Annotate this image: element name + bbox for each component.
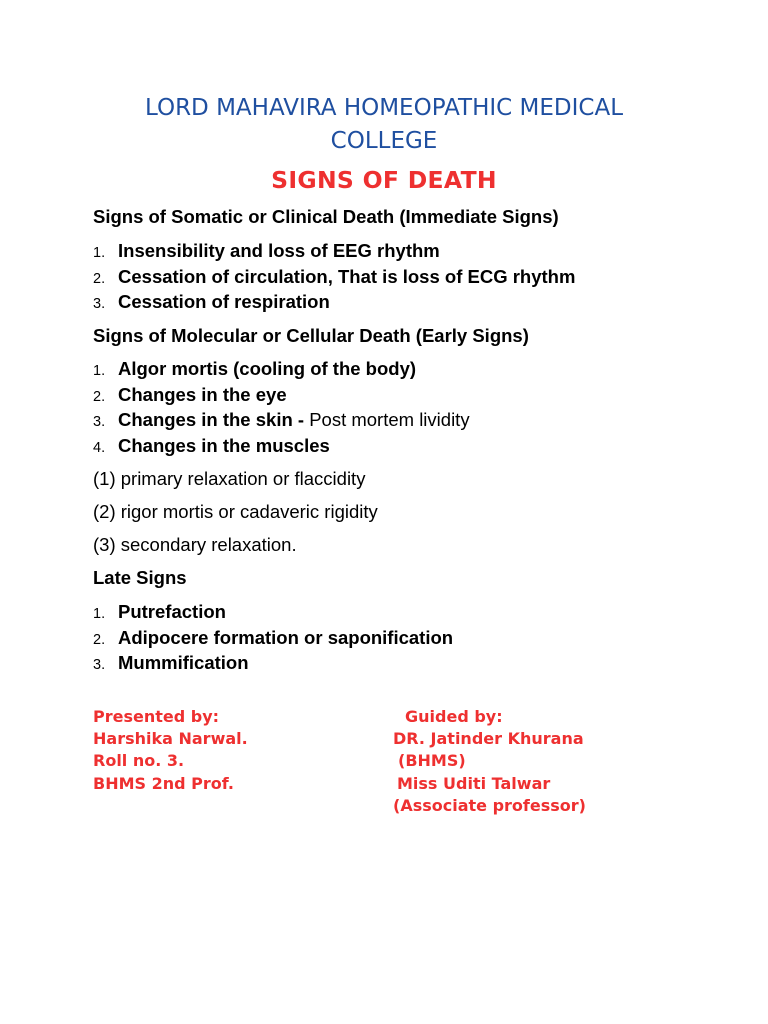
list-number: 3. (93, 657, 106, 674)
list-item-text: Cessation of respiration (118, 291, 330, 313)
guide-2-name: Miss Uditi Talwar (397, 773, 551, 793)
late-signs-heading: Late Signs (93, 567, 187, 588)
list-number: 1. (93, 606, 106, 622)
guided-by-block (393, 706, 586, 817)
guided-by-label: Guided by: (405, 707, 503, 726)
list-item-text: Mummification (118, 652, 249, 674)
molecular-section-heading: Signs of Molecular or Cellular Death (Early Signs) (93, 325, 529, 346)
list-item-text: Algor mortis (cooling of the body) (118, 358, 417, 379)
list-item (93, 382, 470, 408)
presented-by-label: Presented by: (93, 707, 220, 726)
presenter-course: BHMS 2nd Prof. (93, 773, 234, 793)
list-item (93, 238, 575, 264)
presenter-roll-number: Roll no. 3. (93, 751, 185, 771)
list-item-text: Putrefaction (118, 601, 226, 622)
guide-2-role: (Associate professor) (393, 795, 586, 815)
list-item-detail: Post mortem lividity (309, 409, 470, 431)
list-item-text: Insensibility and loss of EEG rhythm (118, 240, 440, 261)
guide-1-degree: (BHMS) (398, 751, 466, 771)
list-item-text: Changes in the skin - (118, 409, 310, 431)
somatic-signs-list (93, 238, 575, 315)
late-signs-list (93, 599, 453, 676)
list-number: 2. (93, 388, 106, 405)
list-number: 2. (93, 270, 106, 287)
list-item (93, 356, 470, 382)
list-item-text: Cessation of circulation, That is loss of ECG rhythm (118, 265, 576, 287)
list-number: 3. (93, 414, 106, 431)
guide-1-name: DR. Jatinder Khurana (393, 729, 584, 749)
list-number: 4. (93, 440, 106, 457)
molecular-signs-list (93, 356, 470, 459)
list-item (93, 433, 470, 459)
list-item (93, 407, 470, 433)
muscle-change-point-2: (2) rigor mortis or cadaveric rigidity (93, 501, 378, 522)
muscle-change-point-1: (1) primary relaxation or flaccidity (93, 468, 366, 489)
list-item-text: Adipocere formation or saponification (118, 626, 454, 648)
college-name-line2: COLLEGE (330, 128, 438, 154)
list-item (93, 599, 453, 625)
list-item (93, 625, 453, 651)
college-name-line1: LORD MAHAVIRA HOMEOPATHIC MEDICAL (144, 95, 624, 121)
document-title: SIGNS OF DEATH (271, 166, 497, 194)
list-number: 2. (93, 631, 106, 648)
list-number: 3. (93, 296, 106, 313)
somatic-section-heading: Signs of Somatic or Clinical Death (Immediate Signs) (93, 206, 559, 227)
college-name (100, 92, 668, 158)
list-item-text: Changes in the eye (118, 383, 287, 405)
list-item (93, 289, 575, 315)
presenter-name: Harshika Narwal. (93, 729, 248, 749)
muscle-change-point-3: (3) secondary relaxation. (93, 534, 297, 555)
list-item (93, 650, 453, 676)
list-item-text: Changes in the muscles (118, 435, 330, 457)
list-item (93, 264, 575, 290)
presented-by-block (93, 706, 248, 795)
list-number: 1. (93, 363, 106, 379)
list-number: 1. (93, 245, 106, 261)
